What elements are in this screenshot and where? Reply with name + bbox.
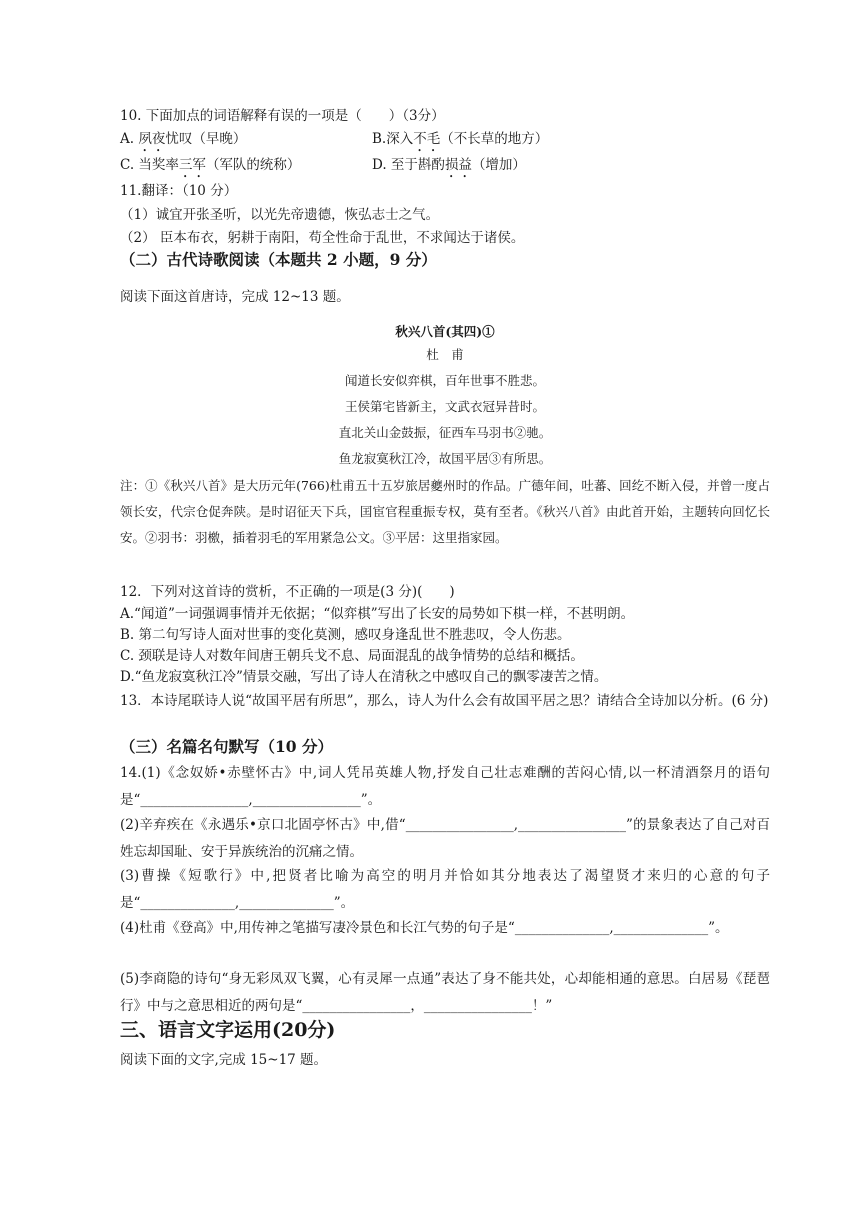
- option-text: （军队的统称）: [205, 157, 301, 173]
- part-3-heading: 三、语言文字运用(20分): [120, 1019, 336, 1041]
- poem-author: 杜 甫: [426, 347, 464, 362]
- q10-option-a: [120, 129, 246, 155]
- q11-sentence-1: （1）诚宜开张圣听，以光先帝遗德，恢弘志士之气。: [120, 207, 440, 223]
- poem-line: 直北关山金鼓振，征西车马羽书②驰。: [338, 425, 552, 440]
- q14-part5: (5)李商隐的诗句“身无彩凤双飞翼，心有灵犀一点通”表达了身不能共处，心却能相通的意思。白居易《琵琶行》中与之意思相近的两句是“________________，________________！”: [120, 971, 770, 1014]
- section-3-heading: （三）名篇名句默写（10 分）: [120, 737, 333, 756]
- dotted-word: 不毛: [413, 131, 441, 147]
- q10-stem: 10. 下面加点的词语解释有误的一项是（ ）（3分）: [120, 108, 445, 124]
- q14-part2: (2)辛弃疾在《永遇乐•京口北固亭怀古》中,借“________________,________________”的景象表达了自己对百姓忘却国耻、安于异族统治的沉痛之情。: [120, 817, 770, 860]
- q12-option-b: B. 第二句写诗人面对世事的变化莫测，感叹身逢乱世不胜悲叹，令人伤悲。: [120, 627, 571, 643]
- q12-stem: 12．下列对这首诗的赏析，不正确的一项是(3 分)( ): [120, 584, 455, 600]
- section-2-heading: （二）古代诗歌阅读（本题共 2 小题，9 分）: [120, 250, 437, 269]
- poem-line: 鱼龙寂寞秋江冷，故国平居③有所思。: [338, 451, 552, 466]
- option-label: D. 至于斟酌: [372, 157, 445, 173]
- poem-note: 注：①《秋兴八首》是大历元年(766)杜甫五十五岁旅居夔州时的作品。广德年间，吐蕃、回纥不断入侵，并曾一度占领长安，代宗仓促奔陕。是时诏征天下兵，囯宦官程重振专权，莫有至者。《秋兴八首》由此首开始，主题转向回忆长安。②羽书：羽檄，插着羽毛的军用紧急公文。③平居：这里指家园。: [120, 478, 770, 545]
- q13-text: 13．本诗尾联诗人说“故国平居有所思”，那么，诗人为什么会有故国平居之思？请结合全诗加以分析。(6 分): [120, 693, 769, 709]
- q12-option-a: A.“闻道”一词强调事情并无依据；“似弈棋”写出了长安的局势如下棋一样，不甚明朗。: [120, 606, 635, 622]
- option-label: A.: [120, 131, 139, 147]
- poem-line: 王侯第宅皆新主，文武衣冠异昔时。: [344, 399, 545, 414]
- q10-option-d: [372, 155, 526, 181]
- q14-part1: 14.(1)《念奴娇•赤壁怀古》中,词人凭吊英雄人物,抒发自己壮志难酬的苦闷心情,以一杯清酒祭月的语句是“________________,________________”。: [120, 765, 770, 808]
- q10-option-c: [120, 155, 300, 181]
- part-3-intro: 阅读下面的文字,完成 15~17 题。: [120, 1052, 328, 1068]
- dotted-word: 夙夜: [138, 131, 166, 147]
- option-text: 忧叹（早晚）: [165, 131, 247, 147]
- option-text: （增加）: [471, 157, 526, 173]
- q14-part3: (3)曹操《短歌行》中,把贤者比喻为高空的明月并恰如其分地表达了渴望贤才来归的心意的句子是“______________,______________”。: [120, 868, 770, 911]
- option-label: C. 当奖率: [120, 157, 179, 173]
- q12-option-d: D.“鱼龙寂寞秋江冷”情景交融，写出了诗人在清秋之中感叹自己的飘零凄苦之情。: [120, 669, 608, 685]
- q10-option-b: [372, 129, 548, 155]
- q14-part4: (4)杜甫《登高》中,用传神之笔描写凄冷景色和长江气势的句子是“______________,______________”。: [120, 920, 729, 936]
- section-2-intro: 阅读下面这首唐诗，完成 12~13 题。: [120, 289, 350, 305]
- option-label: B.深入: [372, 131, 414, 147]
- poem-title: 秋兴八首(其四)①: [395, 324, 495, 339]
- q11-stem: 11.翻译：（10 分）: [120, 183, 238, 199]
- poem-line: 闻道长安似弈棋，百年世事不胜悲。: [344, 373, 545, 388]
- q12-option-c: C. 颈联是诗人对数年间唐王朝兵戈不息、局面混乱的战争情势的总结和概括。: [120, 648, 584, 664]
- dotted-word: 三军: [178, 157, 206, 173]
- option-text: （不长草的地方）: [440, 131, 549, 147]
- dotted-word: 损益: [444, 157, 472, 173]
- q11-sentence-2: （2） 臣本布衣，躬耕于南阳，苟全性命于乱世，不求闻达于诸侯。: [120, 230, 525, 246]
